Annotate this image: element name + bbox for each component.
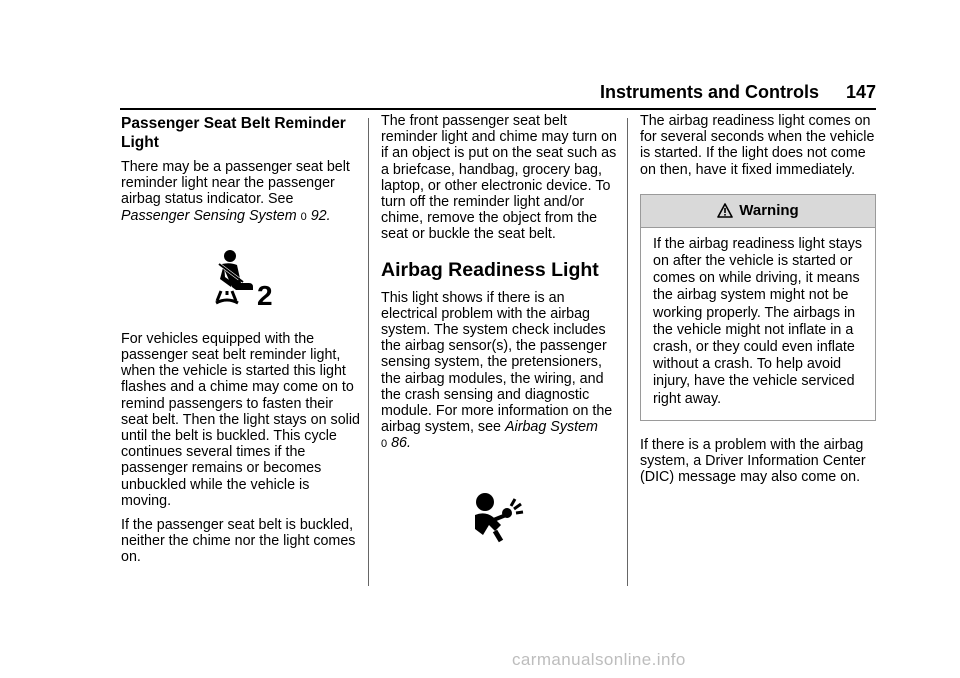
- paragraph: This light shows if there is an electrical problem with the airbag system. The system check includes the airbag sensor(s), the passenger sensing system, the pretensioners, the airbag modules, the wiring, and the crash sensing and diagnostic module. For more information on the airbag system, see Airbag System 0 86.: [381, 289, 613, 452]
- warning-title: Warning: [739, 202, 799, 220]
- section-heading: Airbag Readiness Light: [381, 258, 599, 281]
- paragraph: The airbag readiness light comes on for several seconds when the vehicle is started. If the light does not come on then, have it fixed immediately.: [640, 113, 875, 178]
- svg-text:2: 2: [257, 279, 273, 307]
- watermark: carmanualsonline.info: [512, 650, 686, 669]
- cross-reference-link[interactable]: Airbag System: [504, 419, 598, 436]
- section-heading: Passenger Seat Belt Reminder Light: [121, 115, 346, 151]
- warning-body: [641, 228, 875, 420]
- section-title: Instruments and Controls: [600, 82, 820, 102]
- airbag-icon-container: [381, 491, 619, 543]
- column-3: [640, 110, 876, 493]
- paragraph: If there is a problem with the airbag system, a Driver Information Center (DIC) message may also come on.: [640, 436, 866, 486]
- page-arrow-icon: 0: [381, 438, 388, 451]
- column-1: [121, 110, 361, 574]
- seatbelt-reminder-icon-container: [121, 249, 361, 307]
- column-2: [381, 110, 619, 543]
- page-reference[interactable]: 86: [391, 435, 408, 452]
- warning-text: If the airbag readiness light stays on after the vehicle is started or comes on while driving, it means the airbag system might not be working properly. The airbags in the vehicle might not inflate in a crash, or they could even inflate without a crash. To help avoid injury, have the vehicle serviced right away.: [653, 235, 863, 407]
- warning-icon: [717, 203, 733, 219]
- page-reference[interactable]: 92: [310, 207, 327, 224]
- warning-header: [641, 195, 875, 228]
- paragraph: There may be a passenger seat belt reminder light near the passenger airbag status indicator. See Passenger Sensing System 0 92.: [121, 159, 350, 224]
- seatbelt-reminder-icon: [205, 249, 277, 307]
- column-divider: [368, 118, 369, 586]
- page-header: [600, 82, 876, 103]
- airbag-readiness-icon: [471, 491, 529, 543]
- column-divider: [627, 118, 628, 586]
- paragraph: If the passenger seat belt is buckled, neither the chime nor the light comes on.: [121, 517, 356, 566]
- cross-reference-link[interactable]: Passenger Sensing System: [121, 207, 297, 224]
- page-number: 147: [845, 82, 876, 102]
- warning-box: [640, 194, 876, 421]
- paragraph: For vehicles equipped with the passenger seat belt reminder light, when the vehicle is started this light flashes and a chime may come on to remind passengers to fasten their seat belt. Then the light stays on solid until the belt is buckled. This cycle continues several times if the passenger remains or becomes unbuckled while the vehicle is moving.: [121, 330, 360, 509]
- paragraph: The front passenger seat belt reminder light and chime may turn on if an object is put on the seat such as a briefcase, handbag, grocery bag, laptop, or other electronic device. To turn off the reminder light and/or chime, remove the object from the seat or buckle the seat belt.: [381, 113, 618, 243]
- page-arrow-icon: 0: [300, 210, 307, 223]
